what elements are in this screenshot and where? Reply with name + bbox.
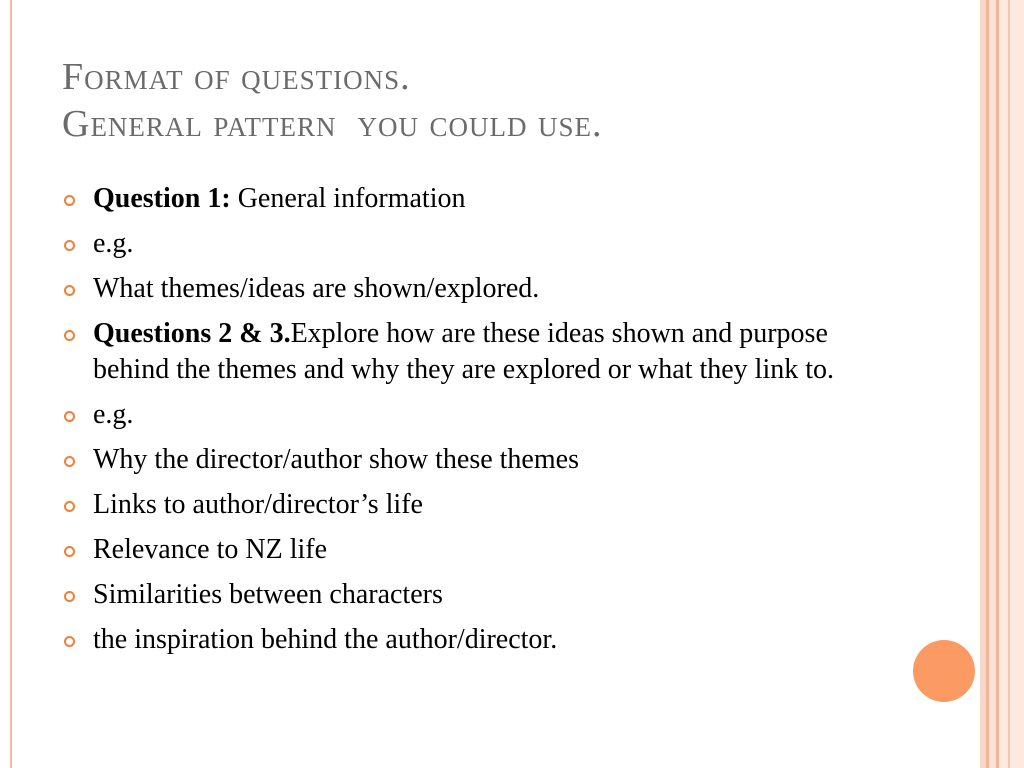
right-stripe	[989, 0, 996, 768]
bullet-text: Relevance to NZ life	[93, 534, 328, 565]
ring-bullet-icon	[64, 501, 75, 512]
ring-bullet-icon	[64, 240, 75, 251]
bullet-item	[62, 397, 862, 433]
slide-title	[62, 54, 602, 148]
ring-bullet-icon	[64, 636, 75, 647]
bullet-item	[62, 622, 862, 658]
ring-bullet-icon	[64, 285, 75, 296]
bullet-bold-label: Questions 2 & 3.	[93, 318, 291, 349]
bullet-item	[62, 316, 862, 388]
bullet-bold-label: Question 1:	[93, 183, 231, 214]
bullet-list	[62, 181, 862, 667]
title-line-1: Format of questions.	[62, 56, 411, 98]
bullet-text: Links to author/director’s life	[93, 489, 423, 520]
bullet-text: Why the director/author show these themes	[93, 444, 579, 475]
bullet-item	[62, 577, 862, 613]
ring-bullet-icon	[64, 330, 75, 341]
bullet-item	[62, 226, 862, 262]
bullet-text: Explore how are these ideas shown and purpose behind the themes and why they are explored or what they link to.	[93, 318, 835, 385]
title-line-2: General pattern you could use.	[62, 103, 603, 145]
bullet-item	[62, 487, 862, 523]
right-stripe	[999, 0, 1024, 768]
right-stripe	[1008, 0, 1010, 768]
bullet-item	[62, 532, 862, 568]
accent-circle	[913, 640, 975, 702]
bullet-text: General information	[230, 183, 466, 214]
bullet-item	[62, 442, 862, 478]
bullet-text: Similarities between characters	[93, 579, 443, 610]
left-border-line	[10, 0, 12, 768]
ring-bullet-icon	[64, 546, 75, 557]
ring-bullet-icon	[64, 591, 75, 602]
bullet-item	[62, 181, 862, 217]
ring-bullet-icon	[64, 411, 75, 422]
ring-bullet-icon	[64, 456, 75, 467]
bullet-text: the inspiration behind the author/director.	[93, 624, 558, 655]
ring-bullet-icon	[64, 195, 75, 206]
bullet-text: e.g.	[93, 228, 134, 259]
bullet-text: What themes/ideas are shown/explored.	[93, 273, 540, 304]
bullet-item	[62, 271, 862, 307]
bullet-text: e.g.	[93, 399, 134, 430]
